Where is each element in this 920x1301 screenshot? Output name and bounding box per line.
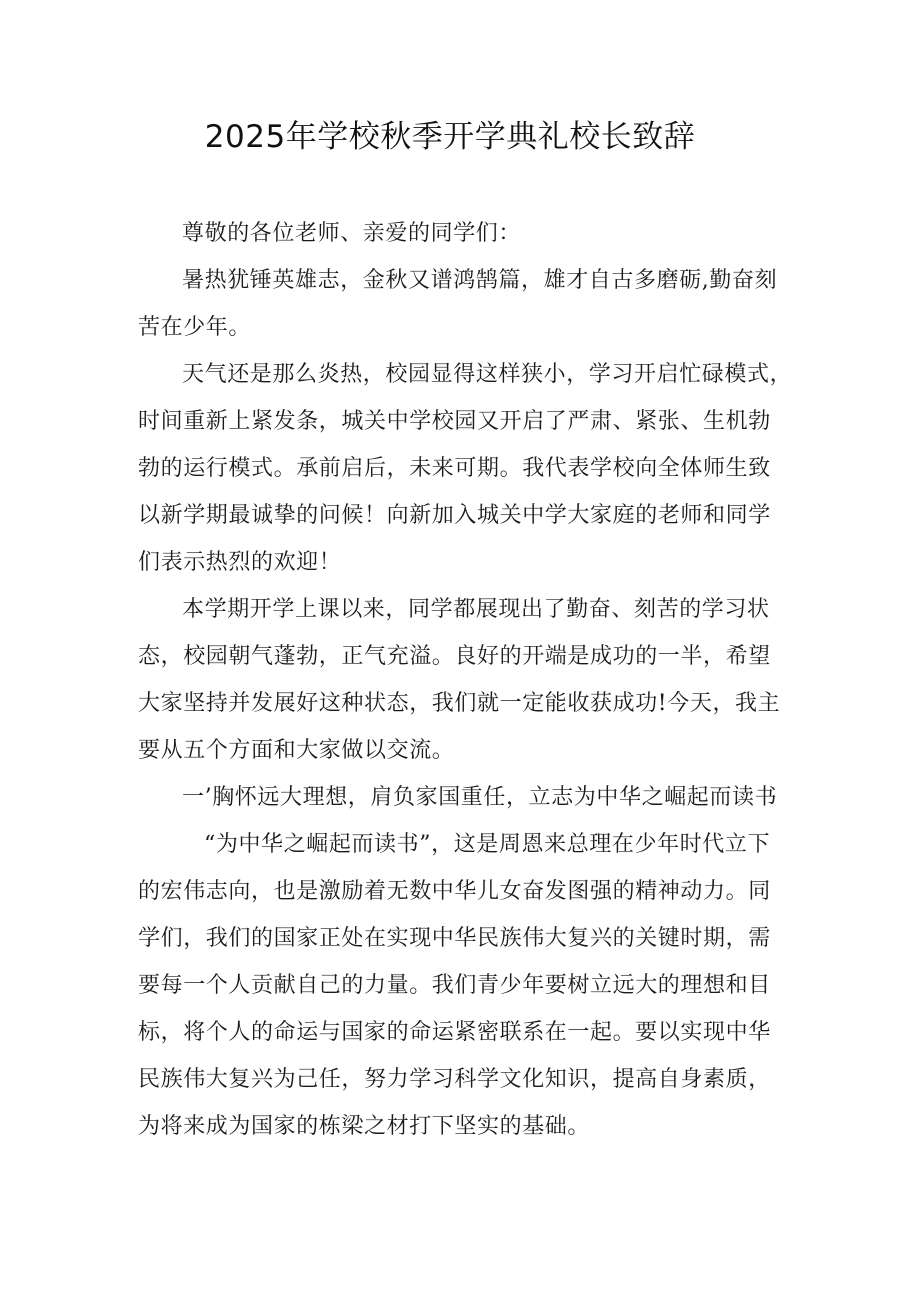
document-title: 2025年学校秋季开学典礼校长致辞 — [204, 119, 696, 155]
text-line: 为将来成为国家的栋梁之材打下坚实的基础。 — [138, 1114, 591, 1139]
section-heading-one — [138, 774, 798, 821]
paragraph-welcome — [138, 351, 798, 586]
text-line: 时间重新上紧发条，城关中学校园又开启了严肃、紧张、生机勃 — [138, 409, 771, 434]
text-line: 本学期开学上课以来，同学都展现出了勤奋、刻苦的学习状 — [182, 597, 770, 622]
text-line: 暑热犹锤英雄志，金秋又谱鸿鹄篇，雄才自古多磨砺,勤奋刻 — [182, 268, 778, 293]
text-line: 勃的运行模式。承前启后，未来可期。我代表学校向全体师生致 — [138, 456, 771, 481]
text-line: 天气还是那么炎热，校园显得这样狭小，学习开启忙碌模式， — [182, 362, 793, 387]
text-line: “为中华之崛起而读书”，这是周恩来总理在少年时代立下 — [204, 832, 771, 857]
paragraph-salutation — [138, 210, 798, 257]
paragraph-opening-couplet — [138, 257, 798, 351]
text-line: 大家坚持并发展好这种状态，我们就一定能收获成功!今天，我主 — [138, 691, 781, 716]
text-line: 苦在少年。 — [138, 315, 252, 340]
text-line: 态，校园朝气蓬勃，正气充溢。良好的开端是成功的一半，希望 — [138, 644, 771, 669]
text-line: 一’胸怀远大理想，肩负家国重任，立志为中华之崛起而读书 — [182, 785, 778, 810]
text-line: 尊敬的各位老师、亲爱的同学们： — [182, 221, 522, 246]
text-line: 学们，我们的国家正处在实现中华民族伟大复兴的关键时期，需 — [138, 926, 771, 951]
text-line: 标，将个人的命运与国家的命运紧密联系在一起。要以实现中华 — [138, 1020, 771, 1045]
text-line: 民族伟大复兴为己任，努力学习科学文化知识，提高自身素质， — [138, 1067, 771, 1092]
text-line: 要从五个方面和大家做以交流。 — [138, 738, 455, 763]
text-line: 以新学期最诚挚的问候！向新加入城关中学大家庭的老师和同学 — [138, 503, 771, 528]
paragraph-semester-start — [138, 586, 798, 774]
document-body — [138, 210, 798, 1150]
text-line: 们表示热烈的欢迎！ — [138, 550, 342, 575]
paragraph-ideals — [138, 821, 798, 1150]
text-line: 的宏伟志向，也是激励着无数中华儿女奋发图强的精神动力。同 — [138, 879, 771, 904]
text-line: 要每一个人贡献自己的力量。我们青少年要树立远大的理想和目 — [138, 973, 771, 998]
